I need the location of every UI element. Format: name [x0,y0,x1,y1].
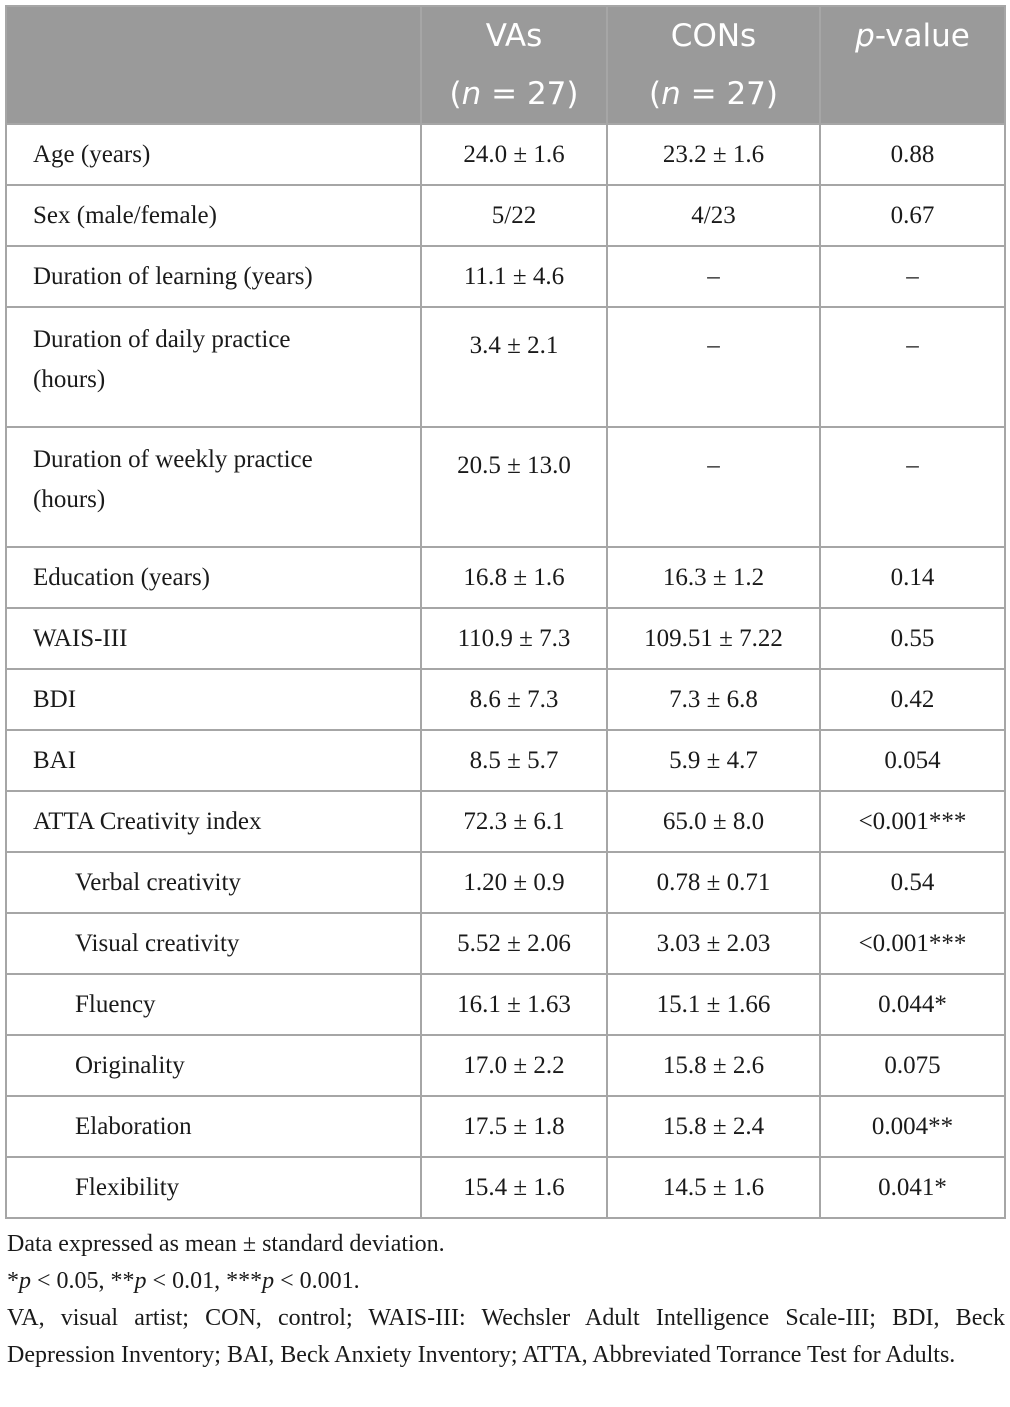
p-value: <0.001*** [820,791,1005,852]
table-row [6,913,1005,974]
vas-value: 8.6 ± 7.3 [421,669,607,730]
demographics-table [5,5,1006,1219]
vas-value: 16.1 ± 1.63 [421,974,607,1035]
p-value: 0.054 [820,730,1005,791]
row-label: BDI [6,669,421,730]
row-label: WAIS-III [6,608,421,669]
cons-value: 16.3 ± 1.2 [607,547,820,608]
p-value: 0.004** [820,1096,1005,1157]
header-empty-cell-2 [6,65,421,124]
table-row [6,1157,1005,1218]
table-row [6,669,1005,730]
vas-value: 5/22 [421,185,607,246]
cons-value: 65.0 ± 8.0 [607,791,820,852]
p-value: 0.041* [820,1157,1005,1218]
table-header [6,6,1005,124]
table-row [6,852,1005,913]
table-row [6,246,1005,307]
p-value: 0.88 [820,124,1005,185]
cons-value: 23.2 ± 1.6 [607,124,820,185]
footnote-abbreviations: VA, visual artist; CON, control; WAIS-III: Wechsler Adult Intelligence Scale-III; BDI, Beck Depression Inventory; BAI, Beck Anxiety Inventory; ATTA, Abbreviated Torrance Test for Adults. [7,1305,1005,1368]
cons-value: 109.51 ± 7.22 [607,608,820,669]
row-label: BAI [6,730,421,791]
cons-value: – [607,246,820,307]
table-row [6,730,1005,791]
vas-value: 1.20 ± 0.9 [421,852,607,913]
vas-value: 16.8 ± 1.6 [421,547,607,608]
p-value: 0.42 [820,669,1005,730]
header-n-vas: (n = 27) [421,65,607,124]
vas-value: 5.52 ± 2.06 [421,913,607,974]
table-row [6,547,1005,608]
table-row [6,1096,1005,1157]
cons-value: 5.9 ± 4.7 [607,730,820,791]
row-label: Duration of daily practice (hours) [6,307,421,427]
row-label: Duration of weekly practice (hours) [6,427,421,547]
vas-value: 3.4 ± 2.1 [421,307,607,427]
row-label: Education (years) [6,547,421,608]
row-label: Sex (male/female) [6,185,421,246]
row-label: Duration of learning (years) [6,246,421,307]
table-row [6,974,1005,1035]
cons-value: 7.3 ± 6.8 [607,669,820,730]
p-value: 0.54 [820,852,1005,913]
vas-value: 8.5 ± 5.7 [421,730,607,791]
row-label: Fluency [6,974,421,1035]
header-p-value: p-value [820,6,1005,65]
vas-value: 110.9 ± 7.3 [421,608,607,669]
p-value: 0.67 [820,185,1005,246]
p-value: <0.001*** [820,913,1005,974]
header-vas: VAs [421,6,607,65]
table-row [6,791,1005,852]
cons-value: 0.78 ± 0.71 [607,852,820,913]
demographics-table-container [5,5,1004,1219]
row-label: Flexibility [6,1157,421,1218]
header-cons: CONs [607,6,820,65]
cons-value: 15.8 ± 2.6 [607,1035,820,1096]
p-value: 0.55 [820,608,1005,669]
p-value: – [820,307,1005,427]
vas-value: 72.3 ± 6.1 [421,791,607,852]
vas-value: 24.0 ± 1.6 [421,124,607,185]
table-row [6,608,1005,669]
header-empty-cell-3 [820,65,1005,124]
row-label: Originality [6,1035,421,1096]
row-label: Visual creativity [6,913,421,974]
table-row [6,124,1005,185]
row-label: Elaboration [6,1096,421,1157]
vas-value: 17.5 ± 1.8 [421,1096,607,1157]
cons-value: 15.1 ± 1.66 [607,974,820,1035]
cons-value: – [607,307,820,427]
p-value: 0.14 [820,547,1005,608]
p-value: – [820,427,1005,547]
cons-value: – [607,427,820,547]
table-row [6,307,1005,427]
vas-value: 15.4 ± 1.6 [421,1157,607,1218]
row-label: ATTA Creativity index [6,791,421,852]
header-n-cons: (n = 27) [607,65,820,124]
cons-value: 14.5 ± 1.6 [607,1157,820,1218]
cons-value: 15.8 ± 2.4 [607,1096,820,1157]
table-row [6,1035,1005,1096]
vas-value: 17.0 ± 2.2 [421,1035,607,1096]
footnote-data-expression: Data expressed as mean ± standard deviation. [7,1231,445,1257]
row-label: Age (years) [6,124,421,185]
table-body [6,124,1005,1218]
header-empty-cell [6,6,421,65]
footnote-significance: *p < 0.05, **p < 0.01, ***p < 0.001. [7,1268,360,1294]
table-footnotes [7,1226,1005,1374]
p-value: – [820,246,1005,307]
p-value: 0.044* [820,974,1005,1035]
vas-value: 11.1 ± 4.6 [421,246,607,307]
table-row [6,185,1005,246]
cons-value: 4/23 [607,185,820,246]
p-value: 0.075 [820,1035,1005,1096]
vas-value: 20.5 ± 13.0 [421,427,607,547]
row-label: Verbal creativity [6,852,421,913]
table-row [6,427,1005,547]
cons-value: 3.03 ± 2.03 [607,913,820,974]
